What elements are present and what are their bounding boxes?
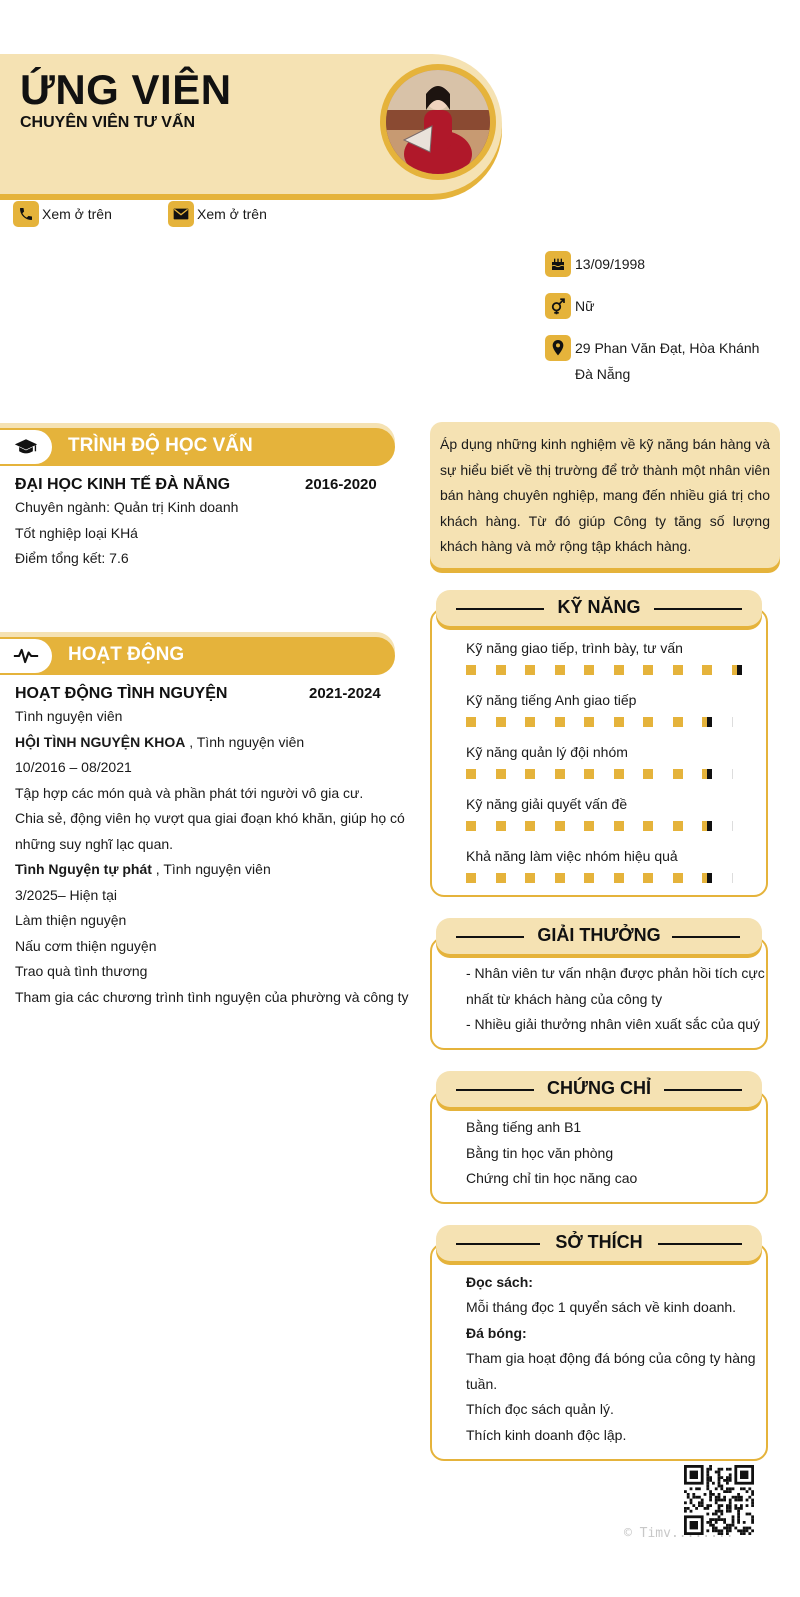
skill-dot: [643, 821, 653, 831]
skill-dot: [555, 873, 565, 883]
skill-rating: [466, 717, 736, 727]
hobbies-title: SỞ THÍCH: [555, 1232, 643, 1252]
skill-name: Khả năng làm việc nhóm hiệu quả: [466, 848, 678, 864]
skill-dot: [525, 769, 535, 779]
skill-dot: [525, 821, 535, 831]
birthday-text: 13/09/1998: [575, 256, 646, 272]
hobby-line: Tham gia hoạt động đá bóng của công ty hàng: [466, 1350, 756, 1366]
hobby-line: Thích đọc sách quản lý.: [466, 1401, 614, 1417]
activity-role: Tình nguyện viên: [15, 708, 123, 724]
skill-dot: [673, 821, 683, 831]
activity-years: 2021-2024: [309, 685, 381, 702]
hobby-heading: Đá bóng:: [466, 1325, 527, 1341]
hobbies-card-header: [436, 1225, 762, 1261]
skill-dot: [673, 665, 683, 675]
awards-title: GIẢI THƯỞNG: [537, 925, 661, 945]
skill-dot: [525, 873, 535, 883]
skill-dot: [555, 665, 565, 675]
skill-dot: [614, 873, 624, 883]
skill-dot: [643, 769, 653, 779]
watermark: © Timv........: [624, 1526, 734, 1541]
skill-dot: [466, 873, 476, 883]
activity-detail-2b: những suy nghĩ lạc quan.: [15, 836, 174, 852]
skill-dot: [732, 873, 742, 883]
address-line-2: Đà Nẵng: [575, 366, 631, 382]
job-title: CHUYÊN VIÊN TƯ VẤN: [20, 114, 196, 131]
skill-dot: [466, 717, 476, 727]
gender-icon: [545, 293, 571, 319]
qr-code[interactable]: [684, 1465, 754, 1535]
graduation-cap-icon: [0, 430, 52, 464]
skills-card-header: [436, 590, 762, 626]
activity-org-2: Tình Nguyện tự phát , Tình nguyện viên: [15, 861, 271, 877]
hobby-line: Thích kinh doanh độc lập.: [466, 1427, 627, 1443]
avatar: [380, 64, 496, 180]
education-graduation: Tốt nghiệp loại KHá: [15, 525, 138, 541]
skill-dot: [702, 821, 712, 831]
birthday-cake-icon: [545, 251, 571, 277]
gender-text: Nữ: [575, 298, 595, 314]
address-line-1: 29 Phan Văn Đạt, Hòa Khánh: [575, 340, 760, 356]
certificate-item: Bằng tiếng anh B1: [466, 1119, 582, 1135]
phone-text[interactable]: Xem ở trên: [42, 206, 112, 222]
skill-dot: [643, 665, 653, 675]
skill-dot: [555, 821, 565, 831]
skill-dot: [555, 717, 565, 727]
certificate-item: Chứng chỉ tin học năng cao: [466, 1170, 638, 1186]
activities-title: HOẠT ĐỘNG: [68, 644, 185, 665]
skill-dot: [702, 769, 712, 779]
skills-title: KỸ NĂNG: [557, 597, 641, 617]
skill-dot: [466, 769, 476, 779]
skill-dot: [732, 717, 742, 727]
skill-dot: [496, 717, 506, 727]
certificate-item: Bằng tin học văn phòng: [466, 1145, 614, 1161]
skill-dot: [614, 821, 624, 831]
activity-detail-2a: Chia sẻ, động viên họ vượt qua giai đoạn khó khăn, giúp họ có: [15, 810, 405, 826]
award-line: nhất từ khách hàng của công ty: [466, 991, 663, 1007]
skill-rating: [466, 665, 736, 675]
skill-dot: [673, 873, 683, 883]
hobby-line: tuần.: [466, 1376, 498, 1392]
skill-dot: [584, 717, 594, 727]
skill-name: Kỹ năng giải quyết vấn đề: [466, 796, 628, 812]
pulse-icon: [0, 639, 52, 673]
skill-dot: [673, 717, 683, 727]
skill-dot: [496, 665, 506, 675]
skill-dot: [673, 769, 683, 779]
skill-name: Kỹ năng tiếng Anh giao tiếp: [466, 692, 637, 708]
education-title: TRÌNH ĐỘ HỌC VẤN: [68, 435, 253, 456]
activity-line: Làm thiện nguyện: [15, 912, 127, 928]
skill-dot: [702, 665, 712, 675]
award-line: - Nhân viên tư vấn nhận được phản hồi tích cực: [466, 965, 765, 981]
certificates-title: CHỨNG CHỈ: [547, 1078, 651, 1098]
candidate-name: ỨNG VIÊN: [20, 66, 232, 113]
skill-dot: [732, 665, 742, 675]
award-line: - Nhiều giải thưởng nhân viên xuất sắc của quý: [466, 1016, 761, 1032]
skill-dot: [584, 665, 594, 675]
skill-dot: [584, 769, 594, 779]
activity-heading: HOẠT ĐỘNG TÌNH NGUYỆN: [15, 685, 228, 702]
skill-dot: [732, 769, 742, 779]
skill-dot: [525, 717, 535, 727]
education-section-header: [0, 428, 395, 466]
skill-dot: [643, 873, 653, 883]
hobby-heading: Đọc sách:: [466, 1274, 533, 1290]
skill-dot: [466, 821, 476, 831]
activity-detail-1: Tập hợp các món quà và phần phát tới người vô gia cư.: [15, 785, 364, 801]
activity-org-1: HỘI TÌNH NGUYỆN KHOA , Tình nguyện viên: [15, 734, 305, 750]
phone-icon: [13, 201, 39, 227]
skill-dot: [496, 873, 506, 883]
skill-dot: [466, 665, 476, 675]
skill-dot: [643, 717, 653, 727]
activity-line: Tham gia các chương trình tình nguyện của phường và công ty: [15, 989, 409, 1005]
location-pin-icon: [545, 335, 571, 361]
education-years: 2016-2020: [305, 476, 377, 493]
education-major: Chuyên ngành: Quản trị Kinh doanh: [15, 499, 239, 515]
skill-dot: [496, 821, 506, 831]
email-text[interactable]: Xem ở trên: [197, 206, 267, 222]
school-name: ĐẠI HỌC KINH TẾ ĐÀ NẴNG: [15, 476, 231, 493]
skill-dot: [584, 821, 594, 831]
activity-period-1: 10/2016 – 08/2021: [15, 759, 132, 775]
skill-name: Kỹ năng giao tiếp, trình bày, tư vấn: [466, 640, 683, 656]
hobby-line: Mỗi tháng đọc 1 quyển sách về kinh doanh.: [466, 1299, 737, 1315]
skill-rating: [466, 873, 736, 883]
career-objective: Áp dụng những kinh nghiệm về kỹ năng bán hàng và sự hiểu biết về thị trường để trở thành một nhân viên bán hàng chuyên nghiệp, mang đến nhiều giá trị cho khách hàng. Từ đó giúp Công ty tăng số lượng khách hàng và mở rộng tập khách hàng.: [430, 422, 780, 568]
activity-line: Nấu cơm thiện nguyện: [15, 938, 157, 954]
skill-dot: [584, 873, 594, 883]
skill-dot: [614, 665, 624, 675]
avatar-photo: [386, 70, 490, 174]
skill-dot: [614, 769, 624, 779]
skill-dot: [525, 665, 535, 675]
certificates-card-header: [436, 1071, 762, 1107]
awards-card-header: [436, 918, 762, 954]
activity-line: Trao quà tình thương: [15, 963, 148, 979]
skill-dot: [702, 717, 712, 727]
skill-dot: [702, 873, 712, 883]
skill-rating: [466, 769, 736, 779]
skill-dot: [555, 769, 565, 779]
skill-dot: [496, 769, 506, 779]
activity-period-2: 3/2025– Hiện tại: [15, 887, 117, 903]
activities-section-header: [0, 637, 395, 675]
skill-dot: [732, 821, 742, 831]
skill-rating: [466, 821, 736, 831]
education-gpa: Điểm tổng kết: 7.6: [15, 550, 129, 566]
skill-dot: [614, 717, 624, 727]
email-icon: [168, 201, 194, 227]
skill-name: Kỹ năng quản lý đội nhóm: [466, 744, 628, 760]
